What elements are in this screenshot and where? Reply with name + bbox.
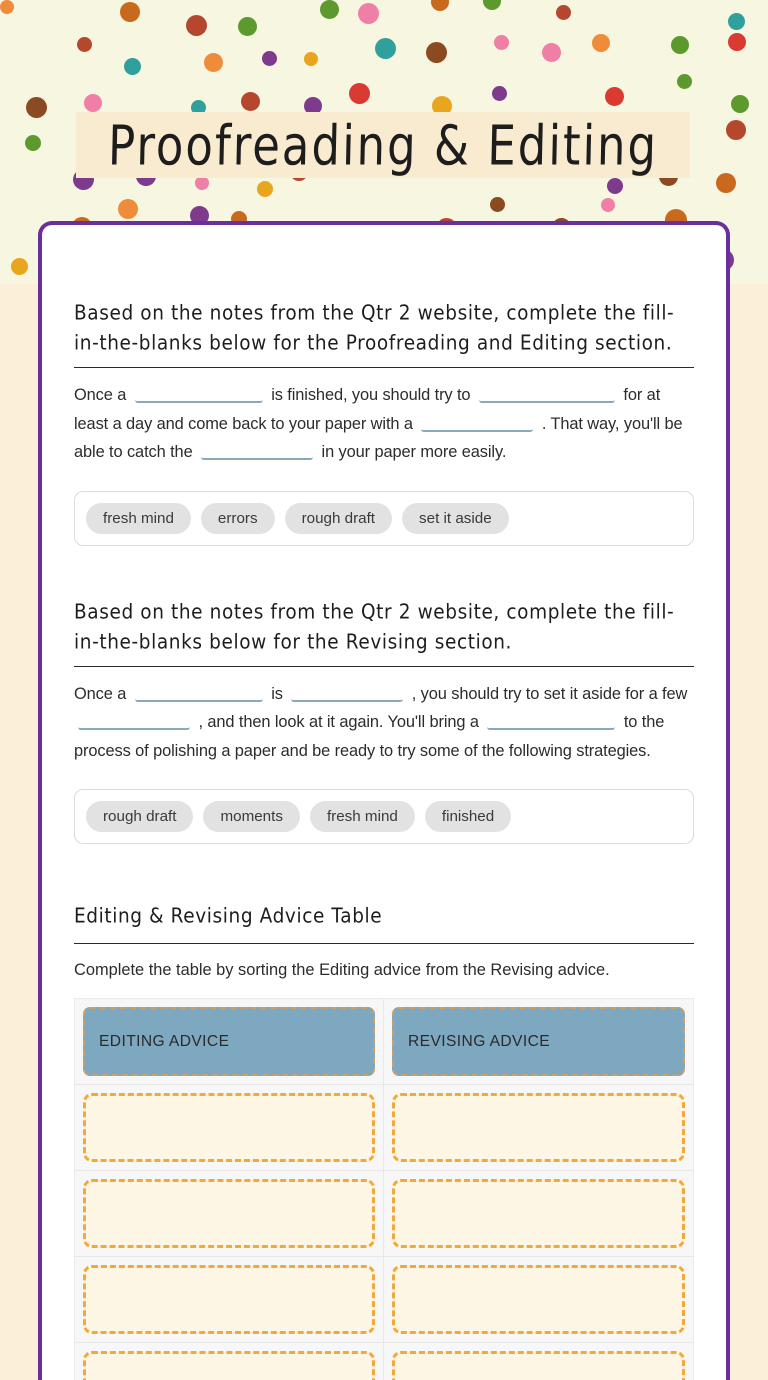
section-1-heading: Based on the notes from the Qtr 2 website, complete the fill-in-the-blanks below for the Proofreading and Editing section. xyxy=(74,301,675,356)
table-instruction: Complete the table by sorting the Editing advice from the Revising advice. xyxy=(74,961,610,980)
section-2-paragraph xyxy=(74,680,694,766)
confetti-dot xyxy=(426,42,447,63)
confetti-dot xyxy=(349,83,370,104)
drop-zone[interactable] xyxy=(83,1179,375,1248)
confetti-dot xyxy=(26,97,47,118)
word-bank-chip[interactable]: finished xyxy=(425,801,511,832)
drop-zone[interactable] xyxy=(83,1265,375,1334)
answer-blank[interactable] xyxy=(487,711,615,730)
confetti-dot xyxy=(677,74,692,89)
confetti-dot xyxy=(375,38,396,59)
answer-blank[interactable] xyxy=(78,711,190,730)
answer-blank[interactable] xyxy=(421,413,533,432)
word-bank-chip[interactable]: fresh mind xyxy=(310,801,415,832)
section-advice-table xyxy=(74,890,694,1380)
word-bank-chip[interactable]: rough draft xyxy=(86,801,193,832)
confetti-dot xyxy=(728,33,746,51)
paragraph-text: in your paper more easily. xyxy=(321,443,507,461)
section-1-paragraph xyxy=(74,381,694,467)
confetti-dot xyxy=(601,198,615,212)
section-1-divider xyxy=(74,367,694,368)
word-bank-chip[interactable]: errors xyxy=(201,503,275,534)
table-row xyxy=(384,1343,693,1380)
confetti-dot xyxy=(607,178,623,194)
confetti-dot xyxy=(120,2,140,22)
paragraph-text: Once a xyxy=(74,386,127,404)
section-1-word-bank xyxy=(74,491,694,546)
table-row xyxy=(75,1257,384,1343)
table-row xyxy=(384,1171,693,1257)
sorting-table xyxy=(74,998,694,1380)
table-row xyxy=(75,1085,384,1171)
section-revising xyxy=(74,546,694,845)
confetti-dot xyxy=(304,52,318,66)
paragraph-text: for at least a day and come back to your paper with a xyxy=(74,386,661,433)
answer-blank[interactable] xyxy=(479,384,615,403)
table-row xyxy=(75,1171,384,1257)
section-proofreading-editing xyxy=(74,225,694,546)
paragraph-text: Once a xyxy=(74,684,127,703)
drop-zone[interactable] xyxy=(392,1265,685,1334)
column-header-editing: EDITING ADVICE xyxy=(83,1007,375,1076)
drop-zone[interactable] xyxy=(83,1351,375,1380)
drop-zone[interactable] xyxy=(392,1093,685,1162)
confetti-dot xyxy=(257,181,273,197)
column-header-revising: REVISING ADVICE xyxy=(392,1007,685,1076)
confetti-dot xyxy=(0,0,14,14)
paragraph-text: to the process of polishing a paper and be ready to try some of the following strategies. xyxy=(74,713,665,760)
confetti-dot xyxy=(556,5,571,20)
confetti-dot xyxy=(671,36,689,54)
confetti-dot xyxy=(542,43,561,62)
confetti-dot xyxy=(483,0,501,10)
confetti-dot xyxy=(320,0,339,19)
confetti-dot xyxy=(124,58,141,75)
word-bank-chip[interactable]: moments xyxy=(203,801,299,832)
confetti-dot xyxy=(726,120,746,140)
paragraph-text: . That way, you'll be able to catch the xyxy=(74,414,683,461)
table-header-cell xyxy=(75,999,384,1085)
worksheet-card xyxy=(38,221,730,1380)
answer-blank[interactable] xyxy=(135,384,263,403)
answer-blank[interactable] xyxy=(291,683,403,702)
confetti-dot xyxy=(84,94,102,112)
section-2-heading: Based on the notes from the Qtr 2 website, complete the fill-in-the-blanks below for the Revising section. xyxy=(74,600,675,655)
paragraph-text: is xyxy=(271,684,283,703)
table-header-cell xyxy=(384,999,693,1085)
confetti-dot xyxy=(494,35,509,50)
answer-blank[interactable] xyxy=(135,683,263,702)
confetti-dot xyxy=(358,3,379,24)
confetti-dot xyxy=(77,37,92,52)
confetti-dot xyxy=(431,0,449,11)
paragraph-text: , and then look at it again. You'll bring a xyxy=(198,713,479,732)
table-row xyxy=(384,1257,693,1343)
table-divider xyxy=(74,943,694,944)
confetti-dot xyxy=(11,258,28,275)
paragraph-text: is finished, you should try to xyxy=(271,386,471,404)
confetti-dot xyxy=(728,13,745,30)
confetti-dot xyxy=(204,53,223,72)
table-heading: Editing & Revising Advice Table xyxy=(74,904,383,929)
confetti-dot xyxy=(186,15,207,36)
confetti-dot xyxy=(262,51,277,66)
confetti-dot xyxy=(605,87,624,106)
page-title: Proofreading & Editing xyxy=(107,112,659,178)
confetti-dot xyxy=(731,95,749,113)
word-bank-chip[interactable]: fresh mind xyxy=(86,503,191,534)
drop-zone[interactable] xyxy=(83,1093,375,1162)
confetti-dot xyxy=(490,197,505,212)
table-row xyxy=(384,1085,693,1171)
section-2-word-bank xyxy=(74,789,694,844)
confetti-dot xyxy=(238,17,257,36)
drop-zone[interactable] xyxy=(392,1179,685,1248)
section-2-divider xyxy=(74,666,694,667)
answer-blank[interactable] xyxy=(201,441,313,460)
paragraph-text: , you should try to set it aside for a few xyxy=(411,684,688,703)
word-bank-chip[interactable]: rough draft xyxy=(285,503,392,534)
drop-zone[interactable] xyxy=(392,1351,685,1380)
confetti-dot xyxy=(592,34,610,52)
word-bank-chip[interactable]: set it aside xyxy=(402,503,509,534)
confetti-dot xyxy=(241,92,260,111)
confetti-dot xyxy=(716,173,736,193)
confetti-dot xyxy=(25,135,41,151)
title-banner xyxy=(76,112,690,178)
table-row xyxy=(75,1343,384,1380)
confetti-dot xyxy=(492,86,507,101)
confetti-dot xyxy=(118,199,138,219)
